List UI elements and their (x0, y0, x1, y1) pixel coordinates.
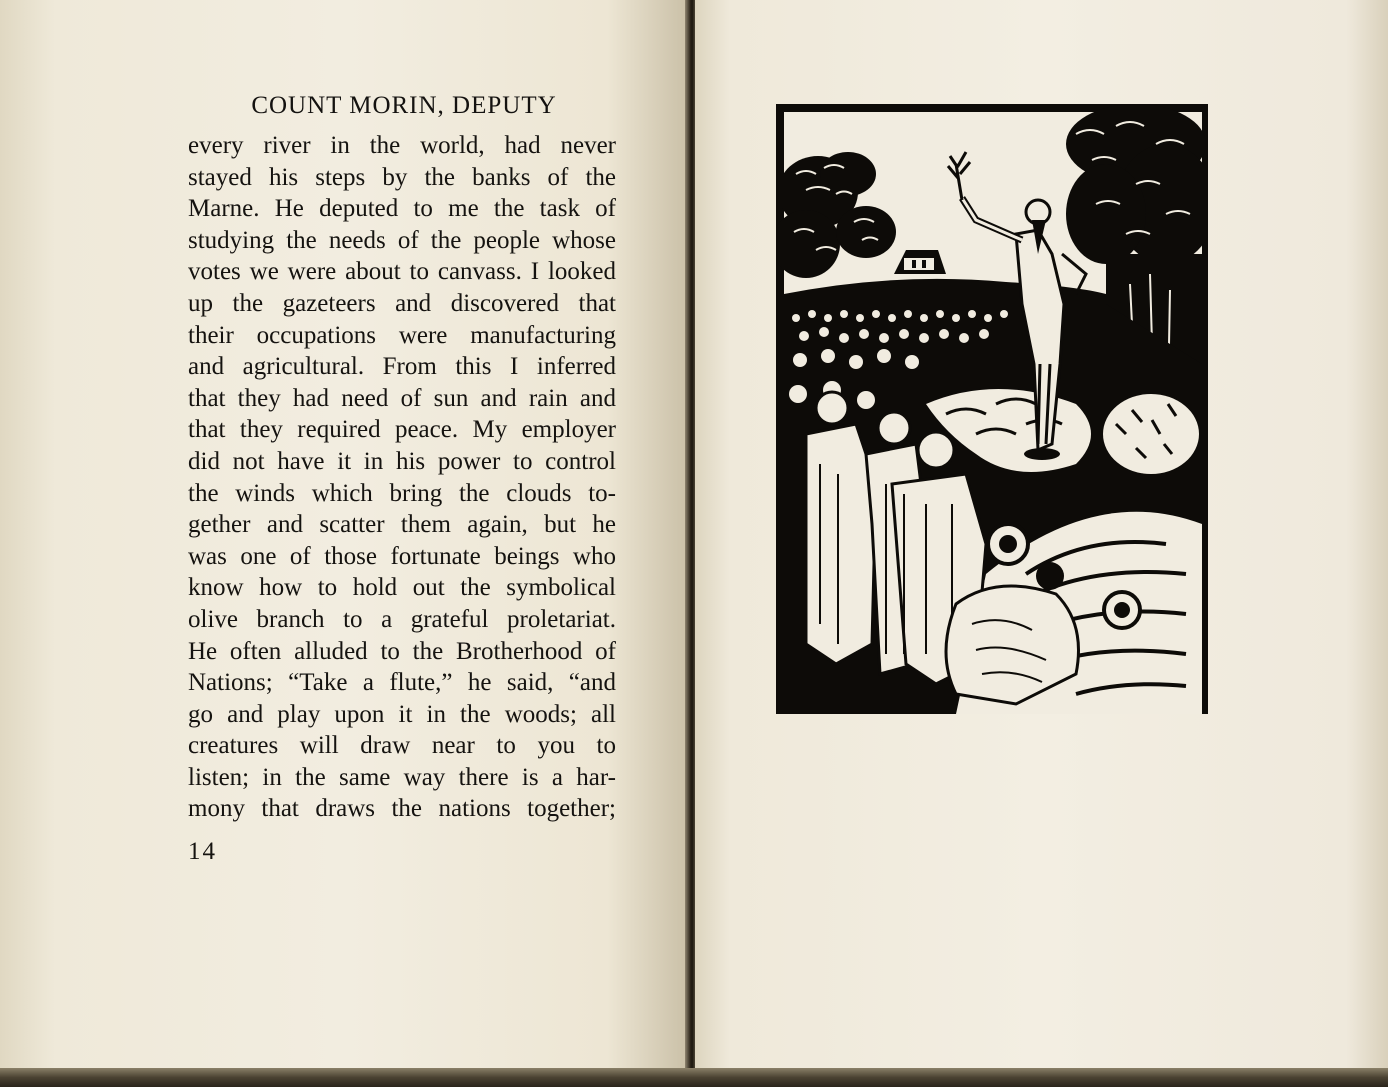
text-line: every river in the world, had never (188, 132, 616, 159)
text-line: know how to hold out the symbolical (188, 574, 616, 602)
text-line: and agricultural. From this I inferred (188, 353, 616, 381)
text-line: their occupations were manufacturing (188, 321, 616, 349)
text-line: gether and scatter them again, but he (188, 511, 616, 539)
text-line: was one of those fortunate beings who (188, 542, 616, 570)
book-bottom-edge (0, 1068, 1388, 1087)
text-line: Marne. He deputed to me the task of (188, 195, 616, 223)
body-text (188, 130, 616, 825)
text-line: creatures will draw near to you to (188, 732, 616, 760)
woodcut-illustration (776, 104, 1208, 714)
text-line: that they had need of sun and rain and (188, 384, 616, 412)
text-line: did not have it in his power to control (188, 447, 616, 475)
text-line: mony that draws the nations together; (188, 795, 616, 823)
text-line: He often alluded to the Brotherhood of (188, 637, 616, 665)
text-line: stayed his steps by the banks of the (188, 163, 616, 191)
text-line: olive branch to a grateful proletariat. (188, 605, 616, 633)
text-line: go and play upon it in the woods; all (188, 700, 616, 728)
text-line: studying the needs of the people whose (188, 226, 616, 254)
text-line: votes we were about to canvass. I looked (188, 258, 616, 286)
text-line: listen; in the same way there is a har- (188, 763, 616, 791)
page-number: 14 (188, 838, 217, 865)
running-head: COUNT MORIN, DEPUTY (251, 92, 557, 119)
text-line: the winds which bring the clouds to- (188, 479, 616, 507)
text-line: that they required peace. My employer (188, 416, 616, 444)
text-line: up the gazeteers and discovered that (188, 289, 616, 317)
text-line: Nations; “Take a flute,” he said, “and (188, 669, 616, 697)
